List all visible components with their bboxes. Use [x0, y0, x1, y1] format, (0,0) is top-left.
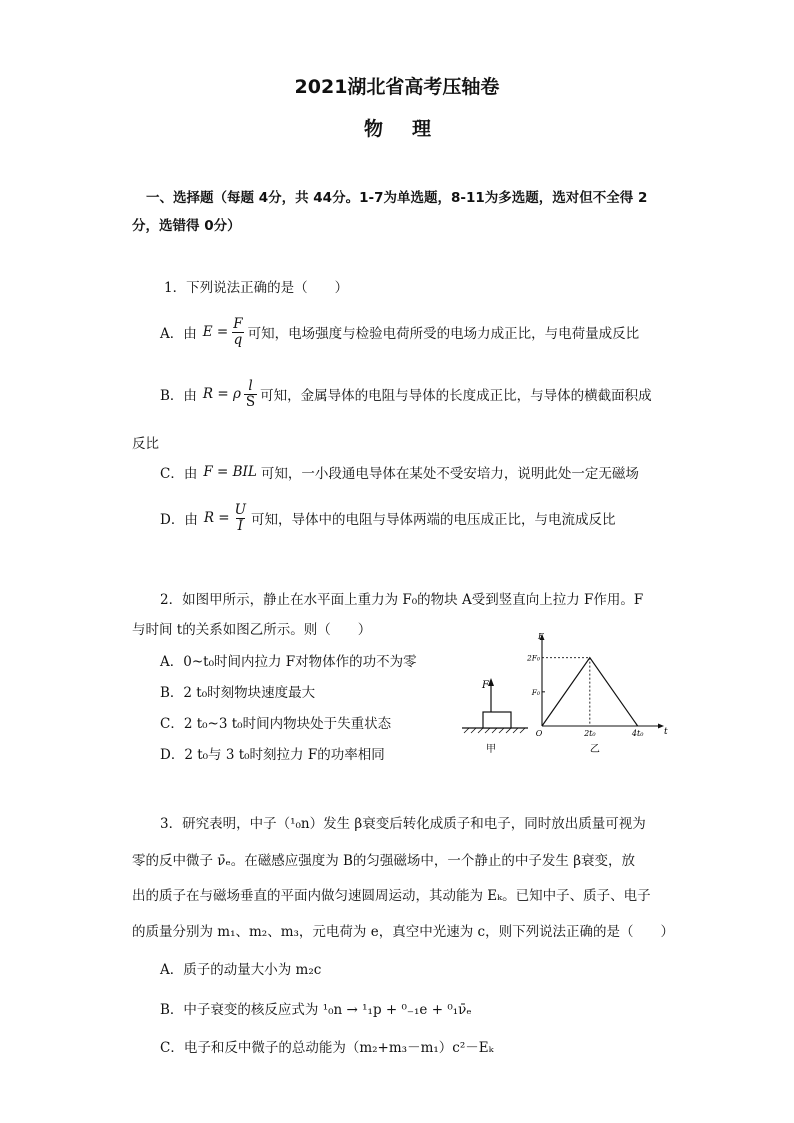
- exam-title: 2021湖北省高考压轴卷: [294, 76, 500, 98]
- subject-char-2: 理: [412, 118, 432, 140]
- q1-d-denominator: I: [237, 517, 243, 534]
- q2-option-b: B．2 t₀时刻物块速度最大: [160, 685, 316, 701]
- ground-hatching: [464, 728, 525, 733]
- q3-option-c: C．电子和反中微子的总动能为（m₂+m₃－m₁）c²－Eₖ: [160, 1040, 494, 1056]
- y-axis-label: F: [538, 632, 544, 641]
- q3-option-a: A．质子的动量大小为 m₂c: [160, 962, 322, 978]
- q1-b-numerator: l: [248, 377, 253, 394]
- q1-option-a: [160, 312, 639, 352]
- q1-c-formula: F = BIL: [203, 464, 257, 480]
- q1-option-d: [160, 498, 616, 538]
- q3-stem-line4: 的质量分别为 m₁、m₂、m₃，元电荷为 e，真空中光速为 c，则下列说法正确的是（ ）: [132, 924, 675, 940]
- force-series-line: [542, 658, 638, 726]
- q1-a-denominator: q: [233, 331, 243, 348]
- q2-stem-line2: 与时间 t的关系如图乙所示。则（ ）: [132, 622, 372, 638]
- q1-d-lhs: R =: [203, 510, 230, 526]
- q1-option-b-continued: 反比: [132, 436, 159, 452]
- q1-b-denominator: S: [245, 393, 256, 410]
- q1-d-numerator: U: [234, 501, 246, 518]
- q1-b-lhs: R = ρ: [202, 386, 241, 402]
- q1-option-b: [160, 374, 652, 414]
- force-label: F: [482, 680, 489, 691]
- q1-stem: 1．下列说法正确的是（ ）: [164, 280, 349, 296]
- y-tick-label-2f0: 2F₀: [527, 653, 540, 663]
- subject-char-1: 物: [364, 118, 384, 140]
- q3-option-b: B．中子衰变的核反应式为 ¹₀n → ¹₁p + ⁰₋₁e + ⁰₁ν̄ₑ: [160, 1002, 472, 1018]
- q1-a-numerator: F: [233, 315, 243, 332]
- q1-a-text: 可知，电场强度与检验电荷所受的电场力成正比，与电荷量成反比: [247, 326, 640, 342]
- x-tick-label-origin: O: [535, 729, 543, 738]
- q1-b-fraction: [244, 379, 257, 410]
- q3-stem-line1: 3．研究表明，中子（¹₀n）发生 β衰变后转化成质子和电子，同时放出质量可视为: [160, 816, 646, 832]
- q2-stem-line1: 2．如图甲所示，静止在水平面上重力为 F₀的物块 A受到竖直向上拉力 F作用。F: [160, 592, 644, 608]
- q1-c-prefix: C．由: [160, 466, 198, 482]
- q2-option-d: D．2 t₀与 3 t₀时刻拉力 F的功率相同: [160, 747, 385, 763]
- x-tick-label-4t0: 4t₀: [631, 729, 644, 738]
- q3-stem-line3: 出的质子在与磁场垂直的平面内做匀速圆周运动，其动能为 Eₖ。已知中子、质子、电子: [132, 888, 651, 904]
- ft-graph: [527, 630, 670, 758]
- q1-b-prefix: B．由: [160, 388, 197, 404]
- x-tick-label-2t0: 2t₀: [584, 729, 596, 738]
- figure-right-caption: 乙: [589, 744, 600, 755]
- q2-option-a: A．0~t₀时间内拉力 F对物体作的功不为零: [160, 654, 417, 670]
- q3-stem-line2: 零的反中微子 ν̄ₑ。在磁感应强度为 B的匀强磁场中，一个静止的中子发生 β衰变，放: [132, 853, 636, 869]
- q1-a-fraction: [231, 317, 244, 348]
- q1-a-prefix: A．由: [160, 326, 197, 342]
- q1-c-text: 可知，一小段通电导体在某处不受安培力，说明此处一定无磁场: [260, 466, 639, 482]
- y-tick-label-f0: F₀: [531, 687, 540, 697]
- q1-d-text: 可知，导体中的电阻与导体两端的电压成正比，与电流成反比: [251, 512, 616, 528]
- q1-b-text: 可知，金属导体的电阻与导体的长度成正比，与导体的横截面积成: [260, 388, 652, 404]
- section-heading-line2: 分，选错得 0分）: [132, 218, 241, 234]
- q1-a-lhs: E =: [202, 324, 229, 340]
- q1-d-prefix: D．由: [160, 512, 198, 528]
- q2-option-c: C．2 t₀~3 t₀时间内物块处于失重状态: [160, 716, 392, 732]
- x-axis-label: t: [664, 727, 668, 737]
- figure-left-caption: 甲: [486, 744, 496, 755]
- q1-option-c: [160, 462, 639, 482]
- q1-d-fraction: [233, 503, 248, 534]
- section-heading-line1: 一、选择题（每题 4分，共 44分。1-7为单选题，8-11为多选题，选对但不全得 2: [146, 190, 648, 206]
- block-a: [483, 712, 511, 728]
- figure-block-diagram: [458, 672, 530, 758]
